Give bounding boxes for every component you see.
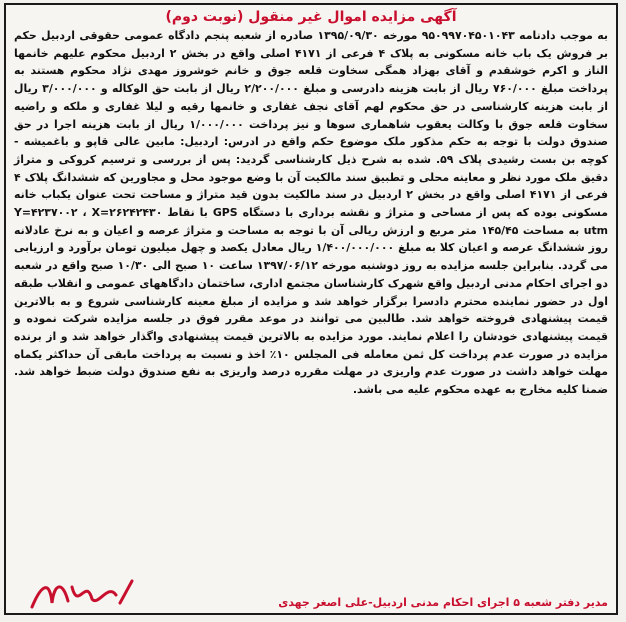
auction-notice xyxy=(4,3,618,615)
handwritten-signature xyxy=(28,573,138,613)
notice-body: به موجب دادنامه ۹۵۰۹۹۷۰۴۵۰۱۰۴۳ مورخه ۱۳۹۵/۰۹/۳۰ صادره از شعبه پنجم دادگاه عمومی حقوقی اردبیل حکم بر فروش یک باب خانه مسکونی به پلاک ۴ فرعی از ۴۱۷۱ اصلی واقع در بخش ۲ اردبیل محکوم علیهم خانمها الناز و اکرم خوشقدم و آقای بهزاد همگی سخاوت قلعه جوق و خانم خوشروز مهدی نژاد محکوم هستند به پرداخت مبلغ ۷۶۰/۰۰۰ ریال از بابت هزینه دادرسی و مبلغ ۲/۲۰۰/۰۰۰ ریال از بابت حق الوکاله و ۳/۰۰۰/۰۰۰ ریال از بابت هزینه کارشناسی در حق محکوم لهم آقای نجف غفاری و خانمها رقیه و لیلا غفاری و ملکه و راضیه سخاوت قلعه جوق با وکالت یعقوب شاهماری سوها و نیز پرداخت ۱/۰۰۰/۰۰۰ ریال از بابت هزینه اجرا در حق صندوق دولت با توجه به حکم مذکور ملک موضوع حکم واقع در ادرس: اردبیل: مابین عالی قاپو و باغمیشه - کوچه بن بست رشیدی پلاک ۵۹. شده به شرح ذیل کارشناسی گردید: پس از بررسی و ترسیم کروکی و متراژ دقیق ملک مورد نظر و معاینه محلی و تطبیق سند مالکیت آن با وضع موجود محل و مجاورین که ششدانگ پلاک ۴ فرعی از ۴۱۷۱ اصلی واقع در بخش ۲ اردبیل در سند مالکیت بدون قید متراژ و مساحت تحت عنوان یکباب خانه مسکونی بوده که پس از مساحی و متراژ و نقشه برداری با دستگاه GPS با نقاط Y=۴۲۳۷۰۰۲ ، X=۲۶۲۴۲۴۳۰ utm به مساحت ۱۴۵/۴۵ متر مربع و ارزش ریالی آن با توجه به مساحت و متراژ عرصه و اعیان و به نرخ عادلانه روز ششدانگ عرصه و اعیان کلا به مبلغ ۱/۴۰۰/۰۰۰/۰۰۰ ریال معادل یکصد و چهل میلیون تومان برآورد و ارزیابی می گردد. بنابراین جلسه مزایده به روز دوشنبه مورخه ۱۳۹۷/۰۶/۱۲ ساعت ۱۰ صبح الی ۱۰/۳۰ صبح واقع در شعبه دو اجرای احکام مدنی اردبیل واقع شهرک کارشناسان مجتمع اداری، ساختمان دادگاههای عمومی و انقلاب طبقه اول در حضور نماینده محترم دادسرا برگزار خواهد شد و مزایده از مبلغ معینه کارشناسی شروع و به بالاترین قیمت پیشنهادی فروخته خواهد شد. طالبین می توانند در موعد مقرر فوق در جلسه مزایده شرکت نموده و قیمت پیشنهادی خودشان را اعلام نمایند. مورد مزایده به بالاترین قیمت پیشنهادی واگذار خواهد شد و از برنده مزایده در صورت عدم پرداخت کل ثمن معامله فی المجلس ۱۰٪ اخذ و نسبت به پرداخت مابقی آن حداکثر یکماه مهلت خواهد داشت در صورت عدم واریزی در مهلت مقرره درصد واریزی به نفع صندوق دولت ضبط خواهد شد. ضمنا کلیه مخارج به عهده محکوم علیه می باشد. xyxy=(14,29,608,397)
notice-footer-signatory: مدیر دفتر شعبه ۵ اجرای احکام مدنی اردبیل-علی اصغر جهدی xyxy=(278,596,608,609)
notice-title: آگهی مزایده اموال غیر منقول (نوبت دوم) xyxy=(165,9,457,25)
